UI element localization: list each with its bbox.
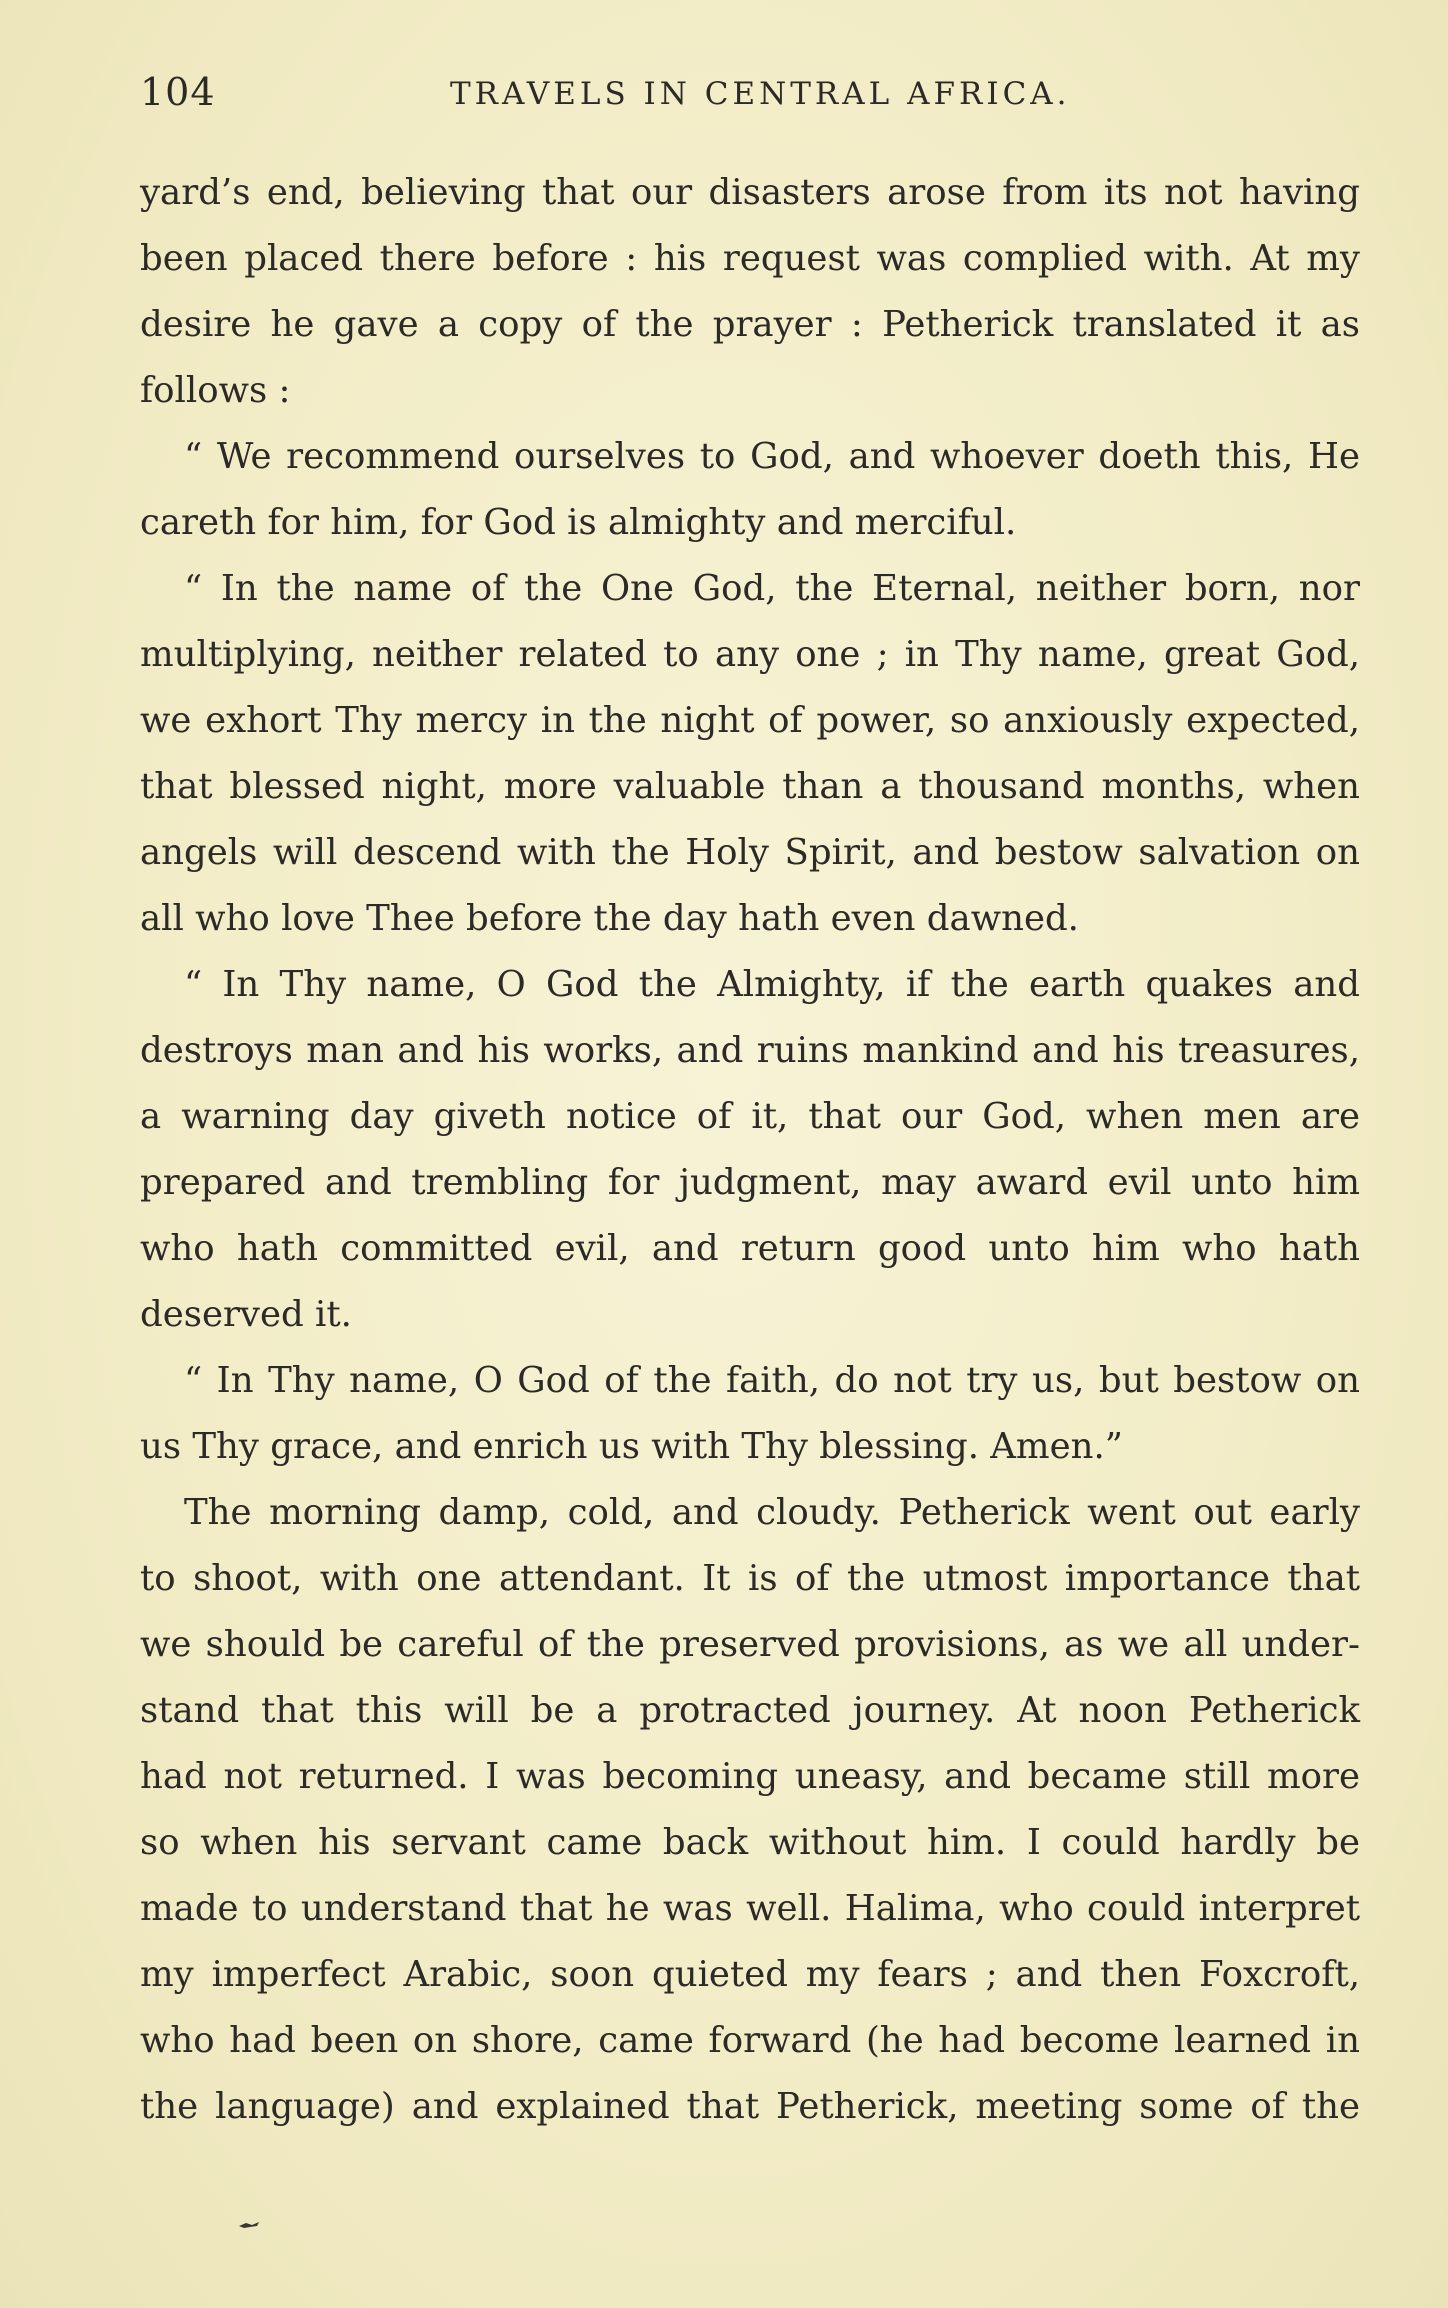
text-line: stand that this will be a protracted journey. At noon Petherick	[140, 1690, 1360, 1731]
text-line: “ In the name of the One God, the Eternal, neither born, nor	[184, 568, 1360, 609]
text-line: a warning day giveth notice of it, that our God, when men are	[140, 1096, 1360, 1137]
text-line: who had been on shore, came forward (he had become learned in	[140, 2020, 1360, 2061]
running-title: TRAVELS IN CENTRAL AFRICA.	[450, 76, 1071, 112]
text-line: prepared and trembling for judgment, may award evil unto him	[140, 1162, 1360, 1203]
page-header	[140, 70, 1360, 130]
text-line: to shoot, with one attendant. It is of the utmost importance that	[140, 1558, 1360, 1599]
text-line: so when his servant came back without him. I could hardly be	[140, 1822, 1360, 1863]
text-line: been placed there before : his request was complied with. At my	[140, 238, 1360, 279]
text-line: who hath committed evil, and return good unto him who hath	[140, 1228, 1360, 1269]
text-line: yard’s end, believing that our disasters arose from its not having	[140, 172, 1360, 213]
text-line: “ In Thy name, O God the Almighty, if the earth quakes and	[184, 964, 1360, 1005]
text-line: follows :	[140, 370, 291, 411]
body-text	[140, 160, 1360, 2140]
page-number: 104	[140, 70, 216, 114]
printer-mark-icon	[238, 2220, 260, 2230]
text-line: us Thy grace, and enrich us with Thy blessing. Amen.”	[140, 1426, 1123, 1467]
text-line: multiplying, neither related to any one ; in Thy name, great God,	[140, 634, 1360, 675]
text-line: careth for him, for God is almighty and merciful.	[140, 502, 1017, 543]
text-line: we exhort Thy mercy in the night of power, so anxiously expected,	[140, 700, 1360, 741]
text-line: desire he gave a copy of the prayer : Petherick translated it as	[140, 304, 1360, 345]
text-line: all who love Thee before the day hath even dawned.	[140, 898, 1079, 939]
text-line: made to understand that he was well. Halima, who could interpret	[140, 1888, 1360, 1929]
text-line: destroys man and his works, and ruins mankind and his treasures,	[140, 1030, 1360, 1071]
text-line: deserved it.	[140, 1294, 352, 1335]
text-line: angels will descend with the Holy Spirit, and bestow salvation on	[140, 832, 1360, 873]
text-line: the language) and explained that Petherick, meeting some of the	[140, 2086, 1360, 2127]
text-line: “ We recommend ourselves to God, and whoever doeth this, He	[184, 436, 1360, 477]
text-line: that blessed night, more valuable than a thousand months, when	[140, 766, 1360, 807]
text-line: “ In Thy name, O God of the faith, do not try us, but bestow on	[184, 1360, 1360, 1401]
text-line: we should be careful of the preserved provisions, as we all under-	[140, 1624, 1360, 1665]
text-line: The morning damp, cold, and cloudy. Petherick went out early	[184, 1492, 1360, 1533]
text-line: had not returned. I was becoming uneasy, and became still more	[140, 1756, 1360, 1797]
text-line: my imperfect Arabic, soon quieted my fears ; and then Foxcroft,	[140, 1954, 1360, 1995]
